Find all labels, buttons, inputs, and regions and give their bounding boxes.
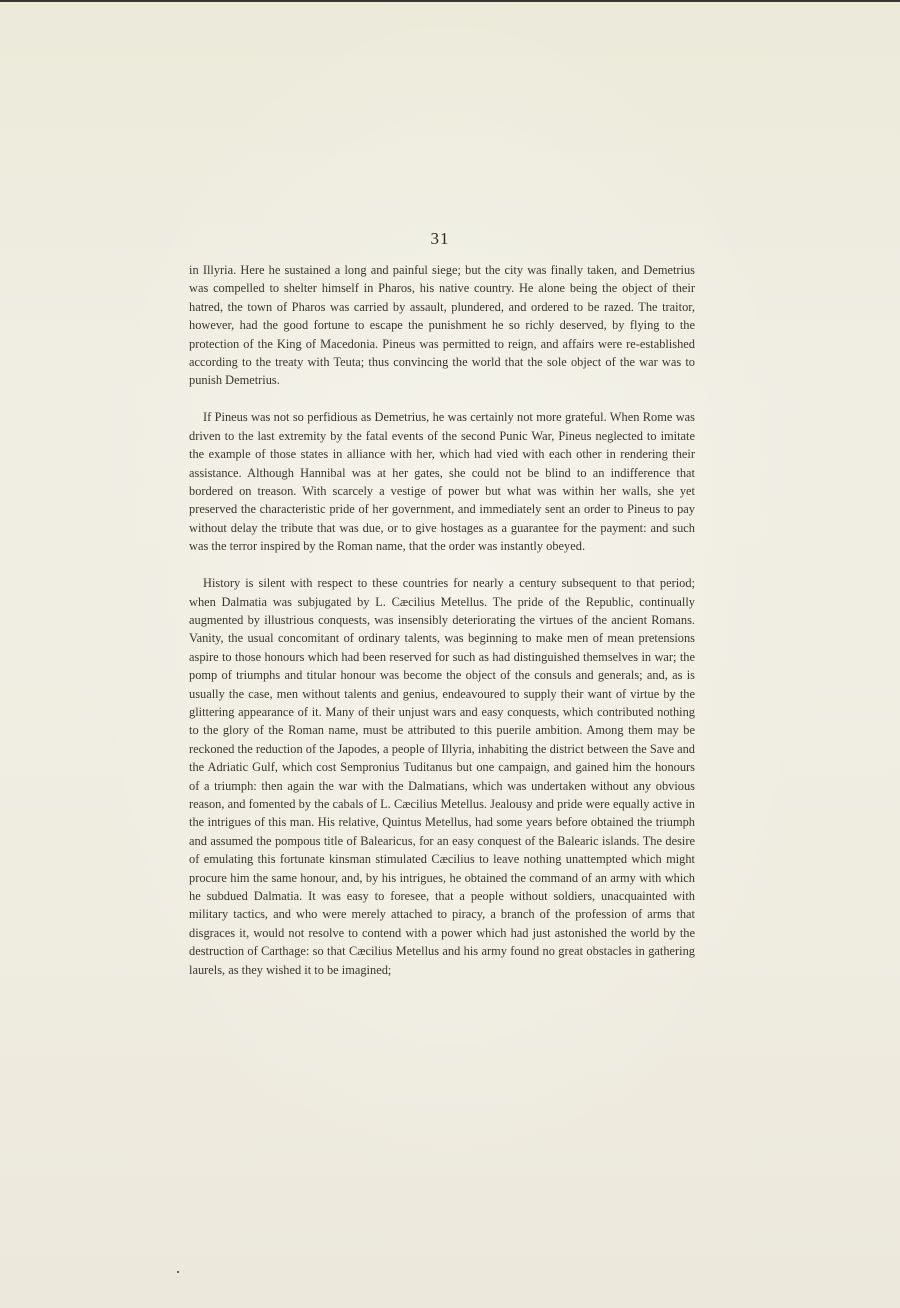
- page-number: 31: [430, 229, 450, 248]
- ink-speck: [177, 1271, 179, 1273]
- page-top-edge: [0, 0, 900, 2]
- body-text: [189, 261, 695, 998]
- paragraph-3: History is silent with respect to these countries for nearly a century subsequent to that period; when Dalmatia was subjugated by L. Cæcilius Metellus. The pride of the Republic, continually augmented by illustrious conquests, was insensibly deteriorating the virtues of the ancient Romans. Vanity, the usual concomitant of ordinary talents, was beginning to make men of mean pretensions aspire to those honours which had been reserved for such as had distinguished themselves in war; the pomp of triumphs and titular honour was become the object of the consuls and generals; and, as is usually the case, men without talents and genius, endeavoured to supply their want of virtue by the glittering appearance of it. Many of their unjust wars and easy conquests, which contributed nothing to the glory of the Roman name, must be attributed to this puerile ambition. Among them may be reckoned the reduction of the Japodes, a people of Illyria, inhabiting the district between the Save and the Adriatic Gulf, which cost Sempronius Tuditanus but one campaign, and gained him the honours of a triumph: then again the war with the Dalmatians, which was undertaken without any obvious reason, and fomented by the cabals of L. Cæcilius Metellus. Jealousy and pride were equally active in the intrigues of this man. His relative, Quintus Metellus, had some years before obtained the triumph and assumed the pompous title of Balearicus, for an easy conquest of the Balearic islands. The desire of emulating this fortunate kinsman stimulated Cæcilius to leave nothing unattempted which might procure him the same honour, and, by his intrigues, he obtained the command of an army with which he subdued Dalmatia. It was easy to foresee, that a people without soldiers, unacquainted with military tactics, and who were merely attached to piracy, a branch of the profession of arms that disgraces it, would not resolve to contend with a power which had just astonished the world by the destruction of Carthage: so that Cæcilius Metellus and his army found no great obstacles in gathering laurels, as they wished it to be imagined;: [189, 576, 695, 977]
- paragraph-2: If Pineus was not so perfidious as Demetrius, he was certainly not more grateful. When Rome was driven to the last extremity by the fatal events of the second Punic War, Pineus neglected to imitate the example of those states in alliance with her, which had vied with each other in rendering their assistance. Although Hannibal was at her gates, she could not be blind to an indifference that bordered on treason. With scarcely a vestige of power but what was within her walls, she yet preserved the characteristic pride of her government, and immediately sent an order to Pineus to pay without delay the tribute that was due, or to give hostages as a guarantee for the payment: and such was the terror inspired by the Roman name, that the order was instantly obeyed.: [189, 410, 695, 554]
- paragraph-1: in Illyria. Here he sustained a long and painful siege; but the city was finally taken, and Demetrius was compelled to shelter himself in Pharos, his native country. He alone being the object of their hatred, the town of Pharos was carried by assault, plundered, and ordered to be razed. The traitor, however, had the good fortune to escape the punishment he so richly deserved, by flying to the protection of the King of Macedonia. Pineus was permitted to reign, and affairs were re-established according to the treaty with Teuta; thus convincing the world that the sole object of the war was to punish Demetrius.: [189, 263, 695, 388]
